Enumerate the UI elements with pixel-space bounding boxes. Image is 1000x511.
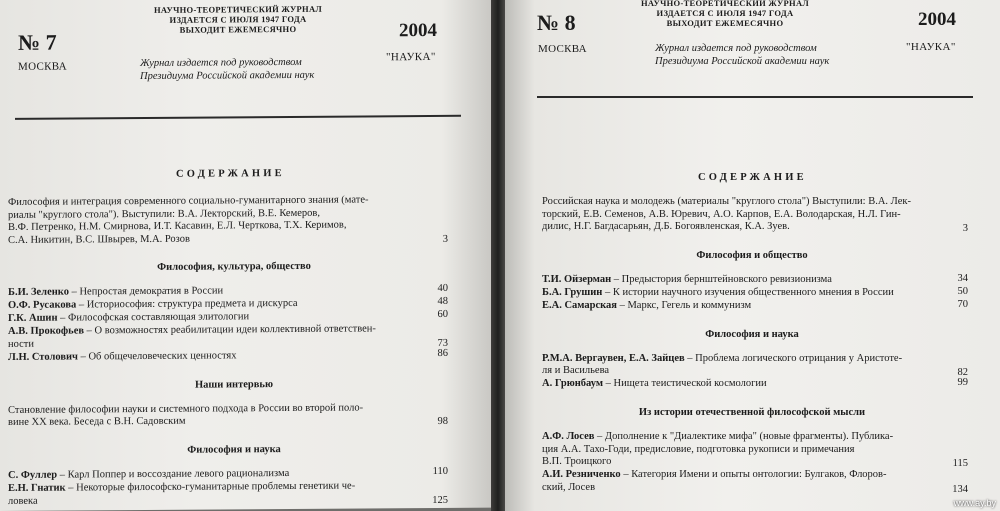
entry-title: ля и Васильева (542, 365, 610, 376)
toc-entry-line (542, 431, 893, 444)
entry-author: О.Ф. Русакова (8, 299, 77, 311)
toc-entry-line (542, 456, 611, 469)
page-number: 34 (957, 272, 968, 284)
entry-title: – К истории научного изучения общественного мнения в России (602, 286, 894, 298)
toc-title: СОДЕРЖАНИЕ (176, 168, 285, 180)
header-line: НАУЧНО-ТЕОРЕТИЧЕСКИЙ ЖУРНАЛ (640, 0, 810, 8)
section-title: Из истории отечественной философской мысли (638, 407, 866, 418)
right-journal-page (505, 0, 1000, 511)
issue-year: 2004 (918, 9, 956, 30)
toc-intro-line: дилис, Н.Г. Багдасарьян, Д.Б. Богоявленская, К.А. Зуев. (542, 221, 790, 232)
header-line: ВЫХОДИТ ЕЖЕМЕСЯЧНО (666, 18, 784, 28)
toc-entry-line (542, 287, 894, 300)
entry-author: Е.А. Самарская (542, 299, 617, 311)
guidance-line-1: Журнал издается под руководством (140, 56, 302, 70)
toc-entry-line (542, 365, 609, 378)
toc-entry-line (542, 378, 767, 391)
header-line: ИЗДАЕТСЯ С ИЮЛЯ 1947 ГОДА (656, 8, 794, 18)
toc-entry-line (8, 285, 223, 299)
entry-author: А. Грюнбаум (542, 378, 603, 389)
entry-title: В.П. Троицкого (542, 456, 612, 467)
toc-entry-line (542, 444, 855, 457)
entry-author: Т.И. Ойзерман (542, 273, 612, 285)
book-gutter (491, 0, 505, 511)
toc-entry-line (8, 338, 34, 351)
entry-title: – Нищета теистической космологии (603, 378, 767, 389)
header-rule (15, 115, 461, 120)
page-number: 115 (952, 458, 968, 469)
page-number: 82 (957, 367, 968, 378)
entry-title: – Карл Поппер и воссоздание левого рационализма (57, 467, 290, 481)
entry-author: А.В. Прокофьев (8, 325, 85, 337)
watermark: www.ay.by (953, 498, 996, 508)
entry-title: – Дополнение к "Диалектике мифа" (новые фрагменты). Публика- (594, 431, 894, 442)
entry-title: – Об общечеловеческих ценностях (77, 349, 237, 362)
page-number: 98 (437, 415, 448, 427)
guidance-line-2: Президиума Российской академии наук (655, 56, 830, 67)
entry-title: – Проблема логического отрицания у Аристоте- (684, 352, 903, 364)
entry-author: Б.И. Зеленко (8, 286, 69, 298)
toc-entry-line (542, 469, 887, 482)
page-number: 70 (957, 298, 968, 310)
issue-number: № 7 (18, 29, 57, 55)
issue-year: 2004 (399, 19, 437, 42)
toc-entry-line (542, 274, 832, 287)
page-number: 3 (962, 223, 968, 234)
section-title: Философия и наука (705, 328, 799, 340)
entry-title: – Историософия: структура предмета и дискурса (76, 297, 298, 311)
page-number: 40 (437, 282, 448, 294)
toc-entry-line (8, 468, 289, 482)
section-title: Наши интервью (195, 378, 273, 391)
entry-title: вине XX века. Беседа с В.Н. Садовским (8, 415, 186, 428)
entry-author: Л.Н. Столович (8, 350, 78, 363)
section-title: Философия, культура, общество (157, 260, 311, 273)
page-number: 125 (432, 494, 448, 506)
page-number: 86 (437, 347, 448, 359)
toc-intro-line: риалы "круглого стола"). Выступили: В.А. Лекторский, В.Е. Кемеров, (8, 207, 320, 221)
entry-author: С. Фуллер (8, 469, 58, 481)
journal-header-top (641, 0, 809, 28)
page-number: 48 (437, 295, 448, 307)
toc-entry-line (8, 350, 237, 364)
page-number: 110 (432, 465, 448, 477)
header-line: ИЗДАЕТСЯ С ИЮЛЯ 1947 ГОДА (169, 13, 307, 25)
header-line: НАУЧНО-ТЕОРЕТИЧЕСКИЙ ЖУРНАЛ (153, 3, 323, 15)
entry-author: Г.К. Ашин (8, 312, 58, 324)
publisher-label: "НАУКА" (386, 50, 436, 64)
toc-intro-line: В.Ф. Петренко, Н.М. Смирнова, И.Т. Касавин, Е.Л. Черткова, Т.Х. Керимов, (8, 219, 347, 233)
toc-entry-line (8, 298, 298, 313)
toc-entry-line (8, 495, 38, 508)
toc-intro-line: С.А. Никитин, В.С. Швырев, М.А. Розов (8, 233, 190, 246)
entry-title: Становление философии науки и системного подхода в России во второй поло- (8, 401, 364, 416)
page-number: 134 (952, 483, 968, 495)
entry-author: Е.Н. Гнатик (8, 482, 66, 494)
toc-entry-line (8, 323, 376, 338)
header-rule (537, 96, 973, 98)
city-label: МОСКВА (18, 60, 67, 73)
page-number: 99 (957, 377, 968, 388)
toc-entry-line (8, 311, 249, 325)
entry-title: – Категория Имени и опыты онтологии: Булгаков, Флоров- (620, 469, 887, 480)
publisher-label: "НАУКА" (906, 41, 956, 53)
entry-author: Р.М.А. Вергаувен, Е.А. Зайцев (542, 352, 685, 364)
entry-title: ция А.А. Тахо-Годи, предисловие, подготовка рукописи и примечания (542, 443, 855, 455)
page-number: 50 (957, 285, 968, 297)
toc-entry-line (542, 482, 595, 495)
toc-entry-line (8, 416, 186, 430)
page-number: 3 (442, 233, 448, 245)
guidance-line-2: Президиума Российской академии наук (140, 69, 315, 83)
toc-entry-line (8, 481, 355, 496)
journal-header-top (154, 4, 322, 35)
left-journal-page (0, 0, 491, 511)
toc-entry-line (8, 402, 363, 417)
toc-entry-line (542, 300, 751, 313)
entry-title: – Маркс, Гегель и коммунизм (616, 299, 752, 311)
toc-intro-line: Философия и интеграция современного социально-гуманитарного знания (мате- (8, 194, 369, 208)
entry-title: – Предыстория бернштейновского ревизионизма (611, 273, 832, 285)
entry-author: А.Ф. Лосев (542, 431, 595, 442)
guidance-line-1: Журнал издается под руководством (655, 43, 817, 54)
page-number: 60 (437, 308, 448, 320)
entry-title: ности (8, 338, 34, 350)
entry-title: – Философская составляющая элитологии (57, 311, 250, 324)
entry-title: – Непростая демократия в России (68, 285, 224, 298)
toc-title: СОДЕРЖАНИЕ (698, 172, 807, 183)
header-line: ВЫХОДИТ ЕЖЕМЕСЯЧНО (179, 23, 297, 35)
entry-title: ский, Лосев (542, 481, 596, 493)
city-label: МОСКВА (538, 43, 587, 55)
entry-title: ловека (8, 495, 38, 507)
toc-intro-line: торский, Е.В. Семенов, А.В. Юревич, А.О. Карпов, Е.А. Володарская, Н.Л. Гин- (542, 208, 901, 220)
entry-title: – О возможностях реабилитации идеи коллективной ответствен- (84, 323, 376, 337)
entry-author: Б.А. Грушин (542, 286, 603, 298)
entry-author: А.И. Резниченко (542, 469, 621, 480)
page-number: 73 (437, 337, 448, 349)
toc-intro-line: Российская наука и молодежь (материалы "круглого стола") Выступили: В.А. Лек- (542, 196, 911, 207)
entry-title: – Некоторые философско-гуманитарные проблемы генетики че- (65, 480, 356, 494)
section-title: Философия и наука (187, 444, 281, 456)
issue-number: № 8 (537, 10, 576, 35)
toc-entry-line (542, 353, 902, 366)
section-title: Философия и общество (696, 249, 808, 261)
